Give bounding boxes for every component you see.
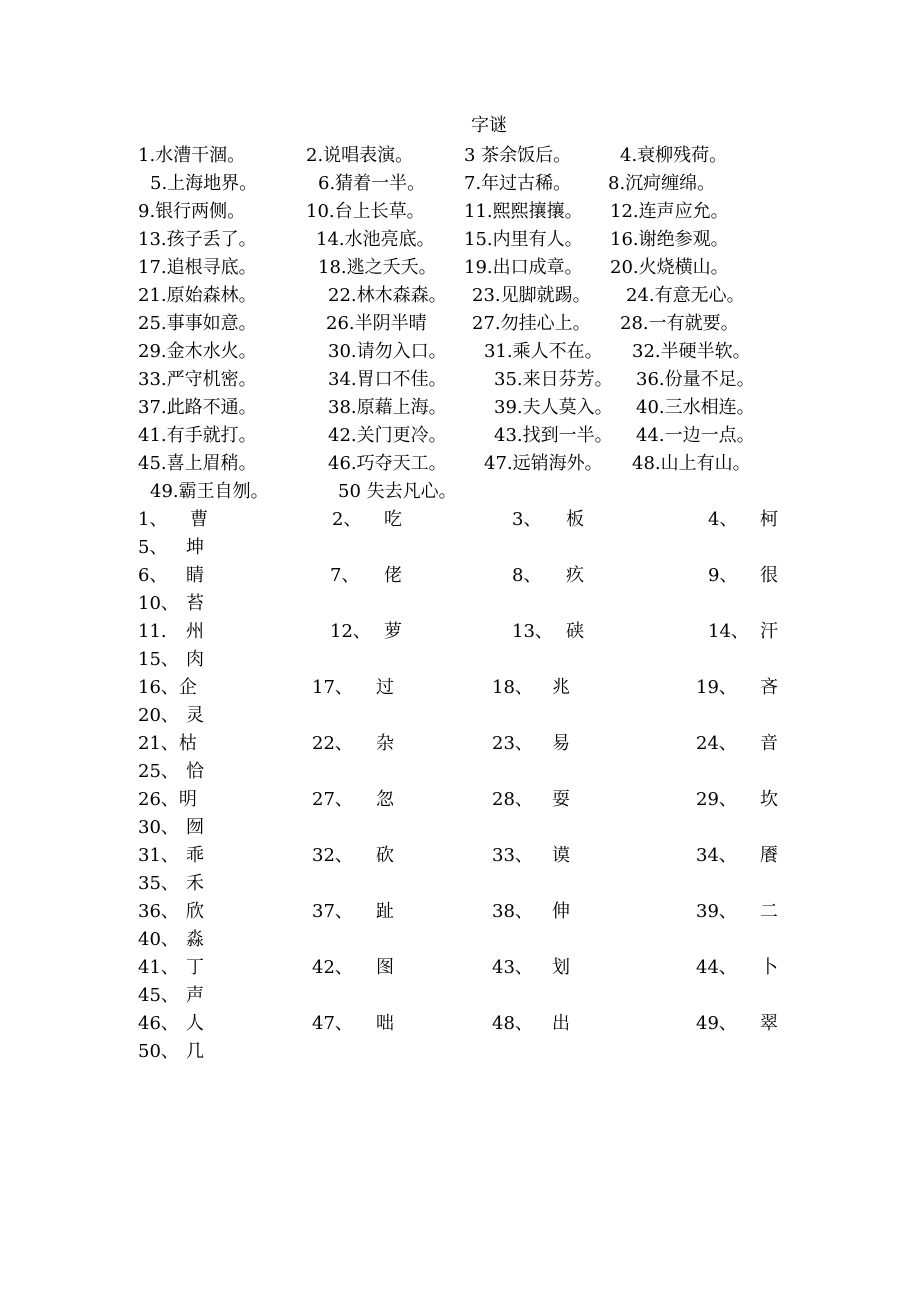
answer-row bbox=[138, 758, 798, 786]
riddle-item: 21.原始森林。 bbox=[138, 285, 257, 306]
answer-number: 48、 bbox=[492, 1013, 533, 1034]
answer-number: 22、 bbox=[312, 733, 353, 754]
answer-row bbox=[138, 562, 798, 590]
answer-row bbox=[138, 534, 798, 562]
riddle-row bbox=[138, 226, 818, 254]
answer-character: 硖 bbox=[566, 621, 584, 642]
answer-number: 37、 bbox=[312, 901, 353, 922]
answer-row bbox=[138, 870, 798, 898]
answer-number: 20、 bbox=[138, 705, 179, 726]
riddle-item: 49.霸王自刎。 bbox=[150, 481, 269, 502]
answer-number: 23、 bbox=[492, 733, 533, 754]
answer-character: 丁 bbox=[186, 957, 204, 978]
riddle-item: 3 茶余饭后。 bbox=[464, 145, 572, 166]
answer-character: 二 bbox=[760, 901, 778, 922]
riddle-item: 39.夫人莫入。 bbox=[494, 397, 613, 418]
answer-character: 吃 bbox=[384, 509, 402, 530]
page-title: 字谜 bbox=[471, 115, 507, 136]
riddle-item: 17.追根寻底。 bbox=[138, 257, 257, 278]
answer-number: 8、 bbox=[512, 565, 542, 586]
riddle-item: 44.一边一点。 bbox=[636, 425, 755, 446]
riddle-row bbox=[138, 338, 818, 366]
answer-number: 30、 bbox=[138, 817, 179, 838]
answer-row bbox=[138, 618, 798, 646]
answer-row bbox=[138, 786, 798, 814]
riddle-item: 36.份量不足。 bbox=[636, 369, 755, 390]
answer-number: 33、 bbox=[492, 845, 533, 866]
riddle-item: 29.金木水火。 bbox=[138, 341, 257, 362]
riddle-row bbox=[138, 142, 818, 170]
answer-character: 淼 bbox=[186, 929, 204, 950]
answer-character: 欣 bbox=[186, 901, 204, 922]
answer-number: 31、 bbox=[138, 845, 179, 866]
riddle-item: 8.沉疴缠绵。 bbox=[608, 173, 716, 194]
riddle-item: 46.巧夺天工。 bbox=[328, 453, 447, 474]
answer-number: 12、 bbox=[330, 621, 371, 642]
answer-character: 州 bbox=[186, 621, 204, 642]
answer-number: 29、 bbox=[696, 789, 737, 810]
riddle-item: 20.火烧横山。 bbox=[610, 257, 729, 278]
answer-row bbox=[138, 674, 798, 702]
answer-character: 砍 bbox=[376, 845, 394, 866]
riddle-item: 1.水漕干涸。 bbox=[138, 145, 246, 166]
answer-character: 板 bbox=[566, 509, 584, 530]
riddle-item: 27.勿挂心上。 bbox=[472, 313, 591, 334]
answer-row bbox=[138, 1010, 798, 1038]
answer-number: 25、 bbox=[138, 761, 179, 782]
answer-number: 47、 bbox=[312, 1013, 353, 1034]
answer-character: 灵 bbox=[186, 705, 204, 726]
riddle-item: 34.胃口不佳。 bbox=[328, 369, 447, 390]
answer-row bbox=[138, 898, 798, 926]
riddle-item: 25.事事如意。 bbox=[138, 313, 257, 334]
answer-number: 4、 bbox=[708, 509, 738, 530]
riddle-row bbox=[138, 422, 818, 450]
answer-character: 疚 bbox=[566, 565, 584, 586]
answer-number: 28、 bbox=[492, 789, 533, 810]
answer-number: 11. bbox=[138, 621, 167, 642]
riddle-item: 19.出口成章。 bbox=[464, 257, 583, 278]
riddle-item: 22.林木森森。 bbox=[328, 285, 447, 306]
answer-number: 35、 bbox=[138, 873, 179, 894]
answer-character: 卜 bbox=[760, 957, 778, 978]
answer-character: 曹 bbox=[190, 509, 208, 530]
riddle-item: 15.内里有人。 bbox=[464, 229, 583, 250]
riddle-item: 12.连声应允。 bbox=[610, 201, 729, 222]
answer-number: 43、 bbox=[492, 957, 533, 978]
riddle-item: 7.年过古稀。 bbox=[464, 173, 572, 194]
riddle-item: 6.猜着一半。 bbox=[318, 173, 426, 194]
riddle-row bbox=[138, 478, 818, 506]
answer-character: 禾 bbox=[186, 873, 204, 894]
answer-character: 坤 bbox=[186, 537, 204, 558]
answer-row bbox=[138, 702, 798, 730]
riddle-item: 32.半硬半软。 bbox=[632, 341, 751, 362]
riddle-item: 4.衰柳残荷。 bbox=[620, 145, 728, 166]
answer-character: 苔 bbox=[186, 593, 204, 614]
answer-row bbox=[138, 954, 798, 982]
riddle-item: 45.喜上眉稍。 bbox=[138, 453, 257, 474]
riddle-item: 41.有手就打。 bbox=[138, 425, 257, 446]
answer-number: 1、 bbox=[138, 509, 168, 530]
riddle-item: 11.熙熙攘攘。 bbox=[464, 201, 583, 222]
riddle-row bbox=[138, 254, 818, 282]
answer-number: 18、 bbox=[492, 677, 533, 698]
answer-number: 32、 bbox=[312, 845, 353, 866]
answer-character: 人 bbox=[186, 1013, 204, 1034]
answer-character: 咄 bbox=[376, 1013, 394, 1034]
riddle-item: 10.台上长草。 bbox=[306, 201, 425, 222]
answer-row bbox=[138, 926, 798, 954]
answer-row bbox=[138, 982, 798, 1010]
riddle-row bbox=[138, 366, 818, 394]
answer-character: 易 bbox=[552, 733, 570, 754]
answer-character: 吝 bbox=[760, 677, 778, 698]
riddle-item: 33.严守机密。 bbox=[138, 369, 257, 390]
answer-row bbox=[138, 814, 798, 842]
riddle-item: 35.来日芬芳。 bbox=[494, 369, 613, 390]
answer-character: 恰 bbox=[186, 761, 204, 782]
answer-number: 36、 bbox=[138, 901, 179, 922]
answer-character: 出 bbox=[552, 1013, 570, 1034]
answer-number: 39、 bbox=[696, 901, 737, 922]
answer-character: 佬 bbox=[384, 565, 402, 586]
answer-character: 兆 bbox=[552, 677, 570, 698]
answer-character: 声 bbox=[186, 985, 204, 1006]
answer-row bbox=[138, 842, 798, 870]
riddle-item: 26.半阴半晴 bbox=[326, 313, 427, 334]
answer-character: 囫 bbox=[186, 817, 204, 838]
riddle-item: 40.三水相连。 bbox=[636, 397, 755, 418]
answer-character: 图 bbox=[376, 957, 394, 978]
riddle-row bbox=[138, 198, 818, 226]
riddle-item: 2.说唱表演。 bbox=[306, 145, 414, 166]
answer-row bbox=[138, 730, 798, 758]
answer-character: 柯 bbox=[760, 509, 778, 530]
answer-row bbox=[138, 590, 798, 618]
answer-number: 24、 bbox=[696, 733, 737, 754]
answer-character: 耍 bbox=[552, 789, 570, 810]
riddle-item: 28.一有就要。 bbox=[620, 313, 739, 334]
answer-character: 过 bbox=[376, 677, 394, 698]
answer-number: 50、 bbox=[138, 1041, 179, 1062]
riddle-item: 31.乘人不在。 bbox=[484, 341, 603, 362]
answer-number: 5、 bbox=[138, 537, 168, 558]
answer-number: 27、 bbox=[312, 789, 353, 810]
riddle-list bbox=[138, 142, 818, 506]
answer-character: 杂 bbox=[376, 733, 394, 754]
riddle-item: 43.找到一半。 bbox=[494, 425, 613, 446]
answer-character: 很 bbox=[760, 565, 778, 586]
riddle-item: 13.孩子丢了。 bbox=[138, 229, 257, 250]
answer-number: 42、 bbox=[312, 957, 353, 978]
answer-number: 26、明 bbox=[138, 789, 197, 810]
answer-character: 坎 bbox=[760, 789, 778, 810]
answer-number: 6、 bbox=[138, 565, 168, 586]
answer-character: 音 bbox=[760, 733, 778, 754]
answer-number: 34、 bbox=[696, 845, 737, 866]
riddle-item: 38.原藉上海。 bbox=[328, 397, 447, 418]
riddle-item: 24.有意无心。 bbox=[626, 285, 745, 306]
answer-number: 44、 bbox=[696, 957, 737, 978]
answer-character: 睛 bbox=[186, 565, 204, 586]
riddle-row bbox=[138, 450, 818, 478]
answer-character: 乖 bbox=[186, 845, 204, 866]
riddle-item: 30.请勿入口。 bbox=[328, 341, 447, 362]
riddle-row bbox=[138, 170, 818, 198]
answer-character: 伸 bbox=[552, 901, 570, 922]
answer-character: 谟 bbox=[552, 845, 570, 866]
answer-number: 15、 bbox=[138, 649, 179, 670]
answer-number: 3、 bbox=[512, 509, 542, 530]
riddle-item: 47.远销海外。 bbox=[484, 453, 603, 474]
answer-number: 46、 bbox=[138, 1013, 179, 1034]
answer-number: 41、 bbox=[138, 957, 179, 978]
riddle-row bbox=[138, 282, 818, 310]
riddle-item: 18.逃之夭夭。 bbox=[318, 257, 437, 278]
answer-number: 21、枯 bbox=[138, 733, 197, 754]
riddle-item: 37.此路不通。 bbox=[138, 397, 257, 418]
answer-character: 忽 bbox=[376, 789, 394, 810]
answer-number: 45、 bbox=[138, 985, 179, 1006]
answer-number: 49、 bbox=[696, 1013, 737, 1034]
answer-number: 16、企 bbox=[138, 677, 197, 698]
answer-character: 肉 bbox=[186, 649, 204, 670]
riddle-item: 23.见脚就踢。 bbox=[472, 285, 591, 306]
riddle-row bbox=[138, 394, 818, 422]
riddle-item: 42.关门更冷。 bbox=[328, 425, 447, 446]
riddle-item: 50 失去凡心。 bbox=[338, 481, 457, 502]
answer-character: 划 bbox=[552, 957, 570, 978]
answer-number: 10、 bbox=[138, 593, 179, 614]
answer-number: 14、 bbox=[708, 621, 749, 642]
answer-character: 餍 bbox=[760, 845, 778, 866]
riddle-item: 9.银行两侧。 bbox=[138, 201, 246, 222]
riddle-item: 14.水池亮底。 bbox=[316, 229, 435, 250]
riddle-item: 5.上海地界。 bbox=[150, 173, 258, 194]
answer-character: 汗 bbox=[760, 621, 778, 642]
riddle-row bbox=[138, 310, 818, 338]
answer-number: 9、 bbox=[708, 565, 738, 586]
answer-character: 趾 bbox=[376, 901, 394, 922]
answer-number: 17、 bbox=[312, 677, 353, 698]
answer-number: 38、 bbox=[492, 901, 533, 922]
riddle-item: 48.山上有山。 bbox=[632, 453, 751, 474]
answer-row bbox=[138, 506, 798, 534]
answer-number: 40、 bbox=[138, 929, 179, 950]
answer-number: 19、 bbox=[696, 677, 737, 698]
riddle-item: 16.谢绝参观。 bbox=[610, 229, 729, 250]
answer-row bbox=[138, 1038, 798, 1066]
answer-number: 13、 bbox=[512, 621, 553, 642]
answer-number: 2、 bbox=[332, 509, 362, 530]
answer-character: 几 bbox=[186, 1041, 204, 1062]
answer-row bbox=[138, 646, 798, 674]
answer-list bbox=[138, 506, 798, 1066]
answer-number: 7、 bbox=[330, 565, 360, 586]
answer-character: 翠 bbox=[760, 1013, 778, 1034]
answer-character: 萝 bbox=[384, 621, 402, 642]
